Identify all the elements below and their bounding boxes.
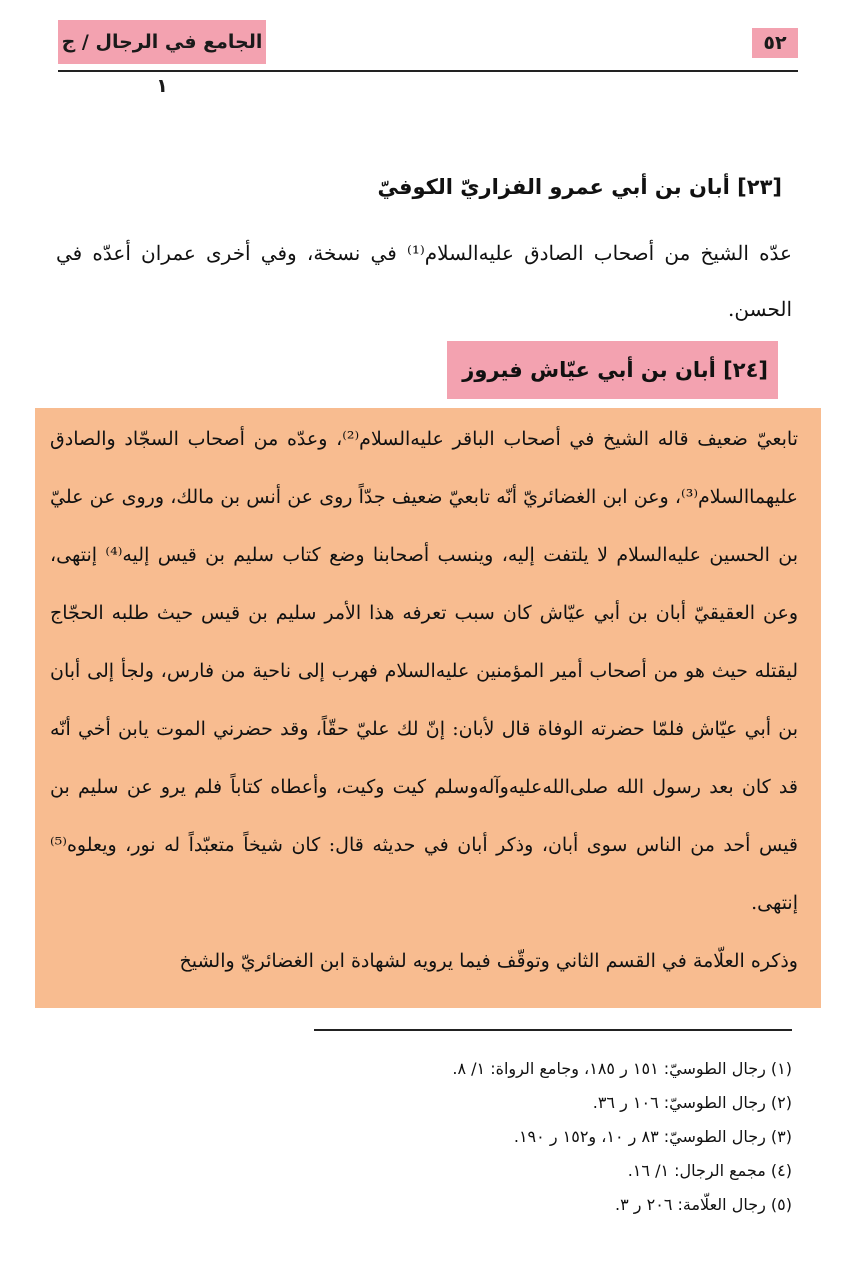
footnote-item: (٢) رجال الطوسيّ: ١٠٦ ر ٣٦. [592, 1093, 792, 1112]
entry-24-paragraph-1: تابعيّ ضعيف قاله الشيخ في أصحاب الباقر عليه‌السلام⁽²⁾، وعدّه من أصحاب السجّاد والصادق عليهما‌السلام⁽³⁾، وعن ابن الغضائريّ أنّه تابعيّ ضعيف جدّاً روى عن أنس بن مالك، وروى عن عليّ بن الحسين عليه‌السلام لا يلتفت إليه، وينسب أصحابنا وضع كتاب سليم بن قيس إليه⁽⁴⁾ إنتهى، وعن العقيقيّ أبان بن أبي عيّاش كان سبب تعرفه هذا الأمر سليم بن قيس حيث طلبه الحجّاج ليقتله حيث هو من أصحاب أمير المؤمنين عليه‌السلام فهرب إلى ناحية من فارس، ولجأ إلى أبان بن أبي عيّاش فلمّا حضرته الوفاة قال لأبان: إنّ لك عليّ حقّاً، وقد حضرني الموت يابن أخي أنّه قد كان بعد رسول الله صلى‌الله‌عليه‌وآله‌وسلم كيت وكيت، وأعطاه كتاباً فلم يرو عن سليم بن قيس أحد من الناس سوى أبان، وذكر أبان في حديثه قال: كان شيخاً متعبّداً له نور، ويعلوه⁽⁵⁾ إنتهى. [50, 428, 799, 914]
footnote-item: (٥) رجال العلّامة: ٢٠٦ ر ٣. [615, 1195, 792, 1214]
page-number: ٥٢ [752, 28, 798, 58]
entry-23-title: [٢٣] أبان بن أبي عمرو الفزاريّ الكوفيّ [377, 175, 782, 199]
entry-24-title: [٢٤] أبان بن أبي عيّاش فيروز [462, 358, 768, 382]
entry-24-paragraph-2: وذكره العلّامة في القسم الثاني وتوقّف فيما يرويه لشهادة ابن الغضائريّ والشيخ [179, 950, 798, 972]
header-divider [58, 70, 798, 72]
footnotes-list [72, 1052, 792, 1222]
footnote-divider [314, 1029, 792, 1031]
footnote-item: (٤) مجمع الرجال: ١/ ١٦. [627, 1161, 792, 1180]
footnote-item: (١) رجال الطوسيّ: ١٥١ ر ١٨٥، وجامع الرواة: ١/ ٨. [452, 1059, 792, 1078]
entry-24-body [50, 410, 798, 990]
entry-23-body: عدّه الشيخ من أصحاب الصادق عليه‌السلام⁽¹⁾ في نسخة، وفي أخرى عمران أعدّه في الحسن. [56, 241, 792, 321]
footnote-item: (٣) رجال الطوسيّ: ٨٣ ر ١٠، و١٥٢ ر ١٩٠. [513, 1127, 792, 1146]
book-title-header: الجامع في الرجال / ج ١ [58, 20, 266, 64]
